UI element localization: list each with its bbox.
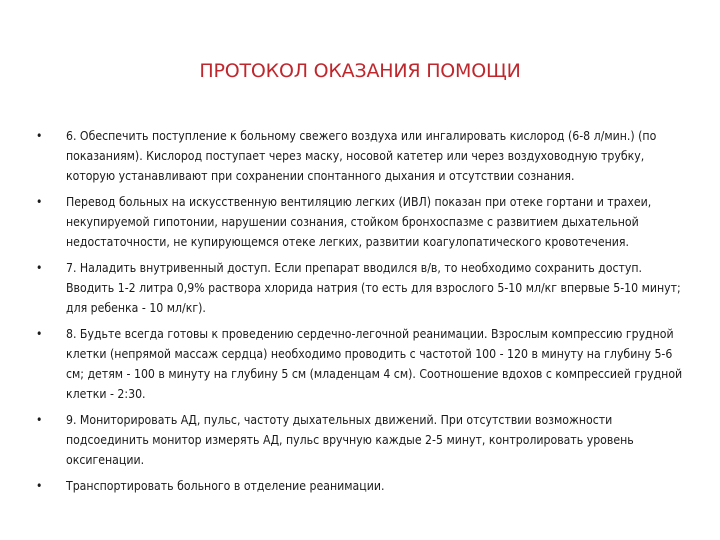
bullet-text: Перевод больных на искусственную вентиляцию легких (ИВЛ) показан при отеке гортани и трахеи, некупируемой гипотонии, нарушении сознания, стойком бронхоспазме с развитием дыхательной недостаточности, не купирующемся отеке легких, развитии коагулопатического кровотечения. [66,195,652,249]
bullet-marker: • [36,413,43,427]
slide-title: ПРОТОКОЛ ОКАЗАНИЯ ПОМОЩИ [199,60,521,82]
bullet-text: 8. Будьте всегда готовы к проведению сердечно-легочной реанимации. Взрослым компрессию грудной клетки (непрямой массаж сердца) необходимо проводить с частотой 100 - 120 в минуту на глубину 5-6 см; детям - 100 в минуту на глубину 5 см (младенцам 4 см). Соотношение вдохов с компрессией грудной клетки - 2:30. [66,327,683,401]
bullet-marker: • [36,195,43,209]
bullet-item [36,476,690,496]
bullet-text: Транспортировать больного в отделение реанимации. [66,479,385,493]
bullet-marker: • [36,129,43,143]
bullet-marker: • [36,479,43,493]
bullet-item [36,258,690,318]
bullet-text: 9. Мониторировать АД, пульс, частоту дыхательных движений. При отсутствии возможности подсоединить монитор измерять АД, пульс вручную каждые 2-5 минут, контролировать уровень оксигенации. [66,413,634,467]
bullet-item [36,324,690,404]
bullet-text: 6. Обеспечить поступление к больному свежего воздуха или ингалировать кислород (6-8 л/мин.) (по показаниям). Кислород поступает через маску, носовой катетер или через воздуховодную трубку, которую устанавливают при сохранении спонтанного дыхания и отсутствии сознания. [66,129,657,183]
bullet-text: 7. Наладить внутривенный доступ. Если препарат вводился в/в, то необходимо сохранить доступ. Вводить 1-2 литра 0,9% раствора хлорида натрия (то есть для взрослого 5-10 мл/кг впервые 5-10 минут; для ребенка - 10 мл/кг). [66,261,681,315]
bullet-item [36,126,690,186]
bullet-marker: • [36,261,43,275]
bullet-marker: • [36,327,43,341]
bullet-item [36,410,690,470]
bullet-item [36,192,690,252]
bullet-list [36,126,690,502]
